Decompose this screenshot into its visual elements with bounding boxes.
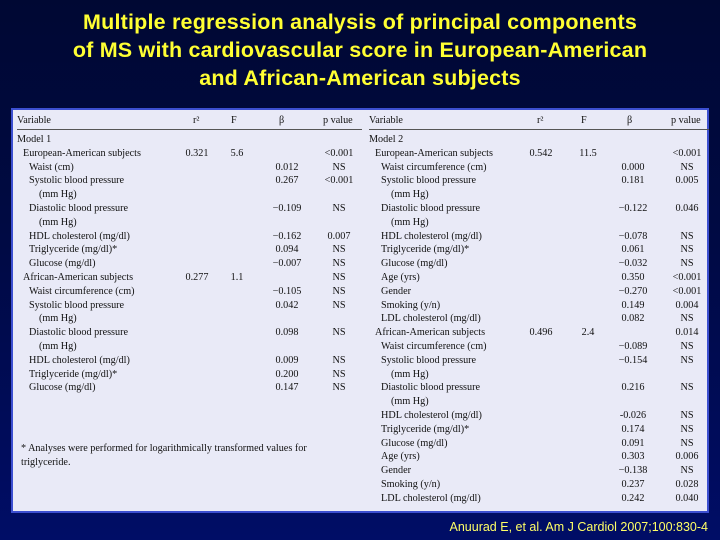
p-value-cell: NS — [680, 341, 694, 352]
table-row — [369, 395, 709, 409]
table-row — [369, 381, 709, 395]
variable-cell: Waist circumference (cm) — [381, 161, 487, 173]
p-value-cell: NS — [332, 161, 346, 173]
variable-cell: Model 2 — [369, 134, 404, 145]
table-row — [369, 450, 709, 464]
table-row — [17, 299, 362, 313]
table-row — [369, 285, 709, 299]
beta-cell: 0.094 — [275, 244, 299, 256]
variable-cell: Glucose (mg/dl) — [381, 258, 448, 270]
table-row — [17, 133, 362, 147]
variable-cell: (mm Hg) — [39, 216, 77, 228]
beta-cell: −0.122 — [618, 203, 648, 214]
table-row — [369, 437, 709, 451]
variable-cell: Diastolic blood pressure — [29, 203, 129, 214]
variable-cell: Smoking (y/n) — [381, 479, 441, 490]
beta-cell: −0.138 — [618, 465, 648, 477]
table-row — [369, 464, 709, 478]
title-line-3: and African-American subjects — [199, 66, 521, 90]
header-variable: Variable — [369, 115, 403, 126]
beta-cell: 0.149 — [621, 299, 645, 311]
table-row — [369, 174, 709, 188]
table-row — [369, 230, 709, 244]
table-row — [369, 312, 709, 326]
variable-cell: LDL cholesterol (mg/dl) — [381, 492, 481, 504]
table-row — [369, 188, 709, 202]
beta-cell: 0.181 — [621, 175, 645, 187]
p-value-cell: 0.005 — [675, 175, 699, 187]
beta-cell: 0.350 — [621, 272, 645, 283]
variable-cell: Waist (cm) — [29, 161, 74, 173]
table-row — [17, 368, 362, 382]
variable-cell: Diastolic blood pressure — [29, 327, 129, 339]
beta-cell: -0.026 — [619, 410, 647, 421]
p-value-cell: NS — [332, 285, 346, 297]
f-cell: 1.1 — [230, 272, 244, 283]
f-cell: 11.5 — [579, 147, 597, 159]
table-row — [17, 216, 362, 230]
footnote: * Analyses were performed for logarithmically transformed values for triglyceride. — [21, 443, 307, 468]
beta-cell: −0.154 — [618, 354, 648, 366]
table-row — [369, 147, 709, 161]
table-row — [369, 478, 709, 492]
p-value-cell: 0.028 — [675, 479, 699, 490]
variable-cell: HDL cholesterol (mg/dl) — [381, 410, 482, 421]
beta-cell: −0.105 — [272, 285, 302, 297]
variable-cell: African-American subjects — [23, 272, 134, 283]
p-value-cell: NS — [680, 423, 694, 435]
header-r2: r² — [537, 115, 544, 126]
variable-cell: Glucose (mg/dl) — [381, 437, 448, 449]
table-row — [17, 285, 362, 299]
citation: Anuurad E, et al. Am J Cardiol 2007;100:830-4 — [449, 520, 708, 534]
table-row — [369, 243, 709, 257]
variable-cell: Diastolic blood pressure — [381, 382, 481, 394]
variable-cell: European-American subjects — [23, 147, 141, 159]
f-cell: 5.6 — [230, 147, 244, 159]
table-row — [369, 271, 709, 285]
header-r2: r² — [193, 115, 200, 126]
variable-cell: Triglyceride (mg/dl)* — [381, 244, 470, 256]
p-value-cell: NS — [680, 382, 694, 394]
variable-cell: Model 1 — [17, 134, 52, 145]
variable-cell: Age (yrs) — [381, 451, 420, 463]
table-row — [17, 354, 362, 368]
variable-cell: (mm Hg) — [39, 341, 77, 352]
p-value-cell: NS — [680, 354, 694, 366]
header-p-value: p value — [671, 115, 701, 126]
p-value-cell: <0.001 — [324, 175, 354, 187]
p-value-cell: NS — [680, 161, 694, 173]
beta-cell: 0.098 — [275, 327, 299, 339]
p-value-cell: NS — [332, 368, 346, 380]
header-beta: β — [279, 115, 285, 126]
variable-cell: Systolic blood pressure — [381, 354, 477, 366]
p-value-cell: <0.001 — [672, 272, 702, 283]
beta-cell: 0.216 — [621, 382, 645, 394]
variable-cell: (mm Hg) — [39, 189, 77, 201]
beta-cell: 0.042 — [275, 299, 299, 311]
table-row — [369, 202, 709, 216]
beta-cell: 0.147 — [275, 382, 299, 394]
variable-cell: (mm Hg) — [391, 216, 429, 228]
variable-cell: Waist circumference (cm) — [381, 341, 487, 352]
variable-cell: Triglyceride (mg/dl)* — [29, 368, 118, 380]
variable-cell: (mm Hg) — [391, 396, 429, 408]
p-value-cell: NS — [332, 327, 346, 339]
beta-cell: 0.237 — [621, 479, 645, 490]
table-row — [17, 147, 362, 161]
p-value-cell: NS — [680, 437, 694, 449]
title-line-2: of MS with cardiovascular score in European-American — [72, 38, 648, 62]
p-value-cell: NS — [680, 410, 694, 421]
p-value-cell: 0.046 — [675, 203, 699, 214]
table-row — [369, 326, 709, 340]
p-value-cell: NS — [332, 258, 346, 270]
beta-cell: −0.109 — [272, 203, 302, 214]
p-value-cell: 0.007 — [327, 230, 351, 242]
table-row — [17, 243, 362, 257]
beta-cell: 0.061 — [621, 244, 645, 256]
regression-table-panel — [11, 108, 709, 513]
table-row — [17, 202, 362, 216]
table-row — [369, 368, 709, 382]
beta-cell: 0.303 — [621, 451, 645, 463]
p-value-cell: 0.040 — [675, 492, 699, 504]
beta-cell: 0.082 — [621, 313, 645, 325]
r2-cell: 0.496 — [529, 327, 553, 339]
p-value-cell: NS — [332, 382, 346, 394]
p-value-cell: 0.006 — [675, 451, 699, 463]
table-row — [369, 423, 709, 437]
header-f: F — [581, 115, 587, 126]
table-row — [369, 340, 709, 354]
beta-cell: −0.032 — [618, 258, 648, 270]
header-f: F — [231, 115, 237, 126]
variable-cell: Systolic blood pressure — [381, 175, 477, 187]
table-row — [17, 326, 362, 340]
table-row — [369, 161, 709, 175]
beta-cell: 0.242 — [621, 492, 645, 504]
variable-cell: Smoking (y/n) — [381, 299, 441, 311]
variable-cell: Glucose (mg/dl) — [29, 258, 96, 270]
variable-cell: Systolic blood pressure — [29, 299, 125, 311]
table-row — [17, 257, 362, 271]
variable-cell: Diastolic blood pressure — [381, 203, 481, 214]
p-value-cell: NS — [680, 465, 694, 477]
table-row — [17, 174, 362, 188]
p-value-cell: NS — [332, 299, 346, 311]
model-2-header — [369, 113, 709, 130]
beta-cell: 0.267 — [275, 175, 299, 187]
header-p-value: p value — [323, 115, 353, 126]
table-row — [17, 230, 362, 244]
model-1-header — [17, 113, 362, 130]
beta-cell: 0.012 — [275, 161, 299, 173]
p-value-cell: NS — [680, 258, 694, 270]
r2-cell: 0.542 — [529, 147, 553, 159]
p-value-cell: NS — [332, 272, 346, 283]
beta-cell: −0.078 — [618, 230, 648, 242]
p-value-cell: <0.001 — [324, 147, 354, 159]
table-row — [369, 354, 709, 368]
beta-cell: −0.162 — [272, 230, 302, 242]
variable-cell: HDL cholesterol (mg/dl) — [381, 230, 482, 242]
beta-cell: −0.089 — [618, 341, 648, 352]
table-row — [17, 381, 362, 395]
variable-cell: Glucose (mg/dl) — [29, 382, 96, 394]
table-row — [17, 161, 362, 175]
r2-cell: 0.321 — [185, 147, 209, 159]
p-value-cell: <0.001 — [672, 147, 702, 159]
variable-cell: Gender — [381, 465, 411, 477]
table-row — [369, 216, 709, 230]
beta-cell: 0.091 — [621, 437, 645, 449]
p-value-cell: 0.004 — [675, 299, 699, 311]
variable-cell: HDL cholesterol (mg/dl) — [29, 354, 130, 366]
table-row — [369, 299, 709, 313]
variable-cell: European-American subjects — [375, 147, 493, 159]
beta-cell: 0.174 — [621, 423, 645, 435]
variable-cell: (mm Hg) — [391, 368, 429, 380]
table-row — [17, 271, 362, 285]
variable-cell: (mm Hg) — [391, 189, 429, 201]
variable-cell: African-American subjects — [375, 327, 486, 339]
variable-cell: Triglyceride (mg/dl)* — [381, 423, 470, 435]
table-row — [369, 409, 709, 423]
table-row — [17, 188, 362, 202]
variable-cell: Triglyceride (mg/dl)* — [29, 244, 118, 256]
p-value-cell: NS — [332, 354, 346, 366]
title-line-1: Multiple regression analysis of principal components — [83, 10, 637, 34]
table-row — [369, 257, 709, 271]
p-value-cell: NS — [332, 203, 346, 214]
p-value-cell: NS — [680, 313, 694, 325]
table-row — [369, 133, 709, 147]
beta-cell: −0.270 — [618, 285, 648, 297]
variable-cell: HDL cholesterol (mg/dl) — [29, 230, 130, 242]
beta-cell: 0.000 — [621, 161, 645, 173]
beta-cell: −0.007 — [272, 258, 302, 270]
variable-cell: Systolic blood pressure — [29, 175, 125, 187]
header-variable: Variable — [17, 115, 51, 126]
r2-cell: 0.277 — [185, 272, 209, 283]
beta-cell: 0.200 — [275, 368, 299, 380]
p-value-cell: NS — [332, 244, 346, 256]
variable-cell: (mm Hg) — [39, 313, 77, 325]
table-row — [369, 492, 709, 506]
table-row — [17, 340, 362, 354]
beta-cell: 0.009 — [275, 354, 299, 366]
p-value-cell: <0.001 — [672, 285, 702, 297]
p-value-cell: 0.014 — [675, 327, 699, 339]
table-row — [17, 312, 362, 326]
f-cell: 2.4 — [581, 327, 595, 339]
variable-cell: LDL cholesterol (mg/dl) — [381, 313, 481, 325]
p-value-cell: NS — [680, 230, 694, 242]
slide-title — [0, 8, 720, 92]
variable-cell: Waist circumference (cm) — [29, 285, 135, 297]
variable-cell: Age (yrs) — [381, 272, 420, 283]
variable-cell: Gender — [381, 285, 411, 297]
header-beta: β — [627, 115, 633, 126]
p-value-cell: NS — [680, 244, 694, 256]
